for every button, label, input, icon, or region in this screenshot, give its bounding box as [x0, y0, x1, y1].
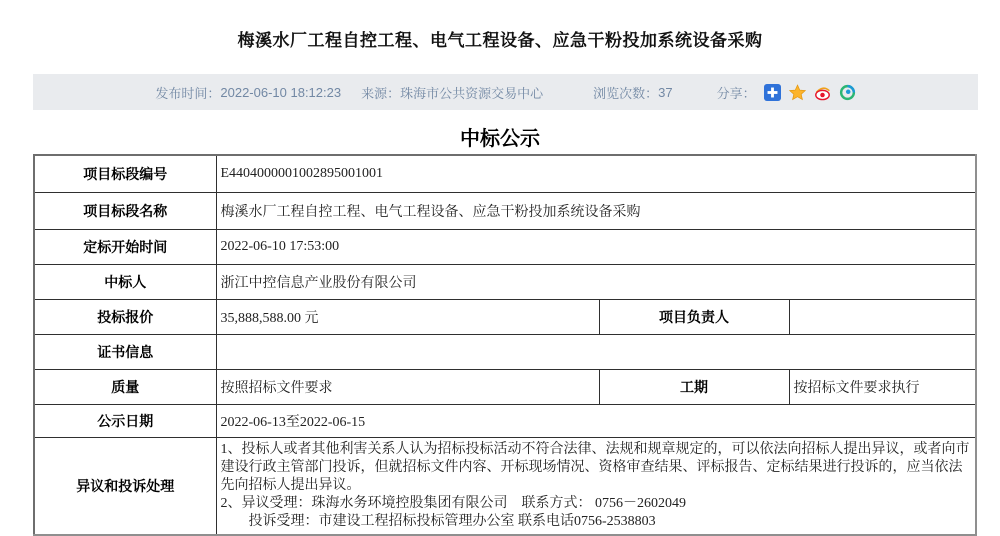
pengyou-icon[interactable] — [839, 84, 856, 101]
winner-value: 浙江中控信息产业股份有限公司 — [216, 264, 976, 299]
share-more-icon[interactable] — [764, 84, 781, 101]
project-name-label: 项目标段名称 — [34, 192, 216, 229]
table-row-appeal — [34, 437, 976, 535]
publish-time-value: 2022-06-10 18:12:23 — [220, 84, 342, 100]
views-label: 浏览次数： — [593, 85, 659, 101]
source-value: 珠海市公共资源交易中心 — [400, 85, 544, 101]
table-row-decide-time — [34, 229, 976, 264]
share-label: 分享： — [716, 85, 756, 101]
share-group — [717, 83, 856, 102]
section-title: 中标公示 — [460, 128, 540, 150]
quality-value: 按照招标文件要求 — [216, 369, 599, 404]
project-code-value: E4404000001002895001001 — [216, 155, 976, 192]
table-row-public-date — [34, 404, 976, 437]
table-row-winner — [34, 264, 976, 299]
table-row-project-name — [34, 192, 976, 229]
appeal-value — [216, 437, 976, 535]
views-value: 37 — [658, 84, 673, 100]
duration-label: 工期 — [599, 369, 789, 404]
appeal-line-1: 1、投标人或者其他利害关系人认为招标投标活动不符合法律、法规和规章规定的，可以依法向招标人提出异议，或者向市建设行政主管部门投诉，但就招标文件内容、开标现场情况、资格审查结果、评标报告、定标结果进行投诉的，应当依法先向招标人提出异议。 — [220, 441, 970, 493]
table-row-project-code — [34, 155, 976, 192]
table-row-bid-price — [34, 299, 976, 334]
publish-time-group — [155, 83, 341, 102]
page-title: 梅溪水厂工程自控工程、电气工程设备、应急干粉投加系统设备采购 — [237, 31, 763, 50]
quality-label: 质量 — [34, 369, 216, 404]
winner-label: 中标人 — [34, 264, 216, 299]
views-group — [593, 83, 672, 102]
decide-time-value: 2022-06-10 17:53:00 — [216, 229, 976, 264]
appeal-line-2: 2、异议受理：珠海水务环境控股集团有限公司 联系方式： 0756－2602049 — [220, 495, 686, 511]
certificate-label: 证书信息 — [34, 334, 216, 369]
table-row-quality — [34, 369, 976, 404]
public-date-value: 2022-06-13至2022-06-15 — [216, 404, 976, 437]
source-group — [361, 83, 543, 102]
decide-time-label: 定标开始时间 — [34, 229, 216, 264]
bid-price-label: 投标报价 — [34, 299, 216, 334]
duration-value: 按招标文件要求执行 — [789, 369, 976, 404]
share-icons — [764, 84, 856, 101]
appeal-line-3: 投诉受理：市建设工程招标投标管理办公室 联系电话0756-2538803 — [220, 513, 656, 529]
project-manager-label: 项目负责人 — [599, 299, 789, 334]
publish-time-label: 发布时间： — [155, 85, 221, 101]
bid-result-table — [33, 154, 977, 536]
certificate-value — [216, 334, 976, 369]
project-manager-value — [789, 299, 976, 334]
meta-bar — [33, 74, 978, 110]
project-name-value: 梅溪水厂工程自控工程、电气工程设备、应急干粉投加系统设备采购 — [216, 192, 976, 229]
public-date-label: 公示日期 — [34, 404, 216, 437]
appeal-label: 异议和投诉处理 — [34, 437, 216, 535]
bid-price-value: 35,888,588.00 元 — [216, 299, 599, 334]
project-code-label: 项目标段编号 — [34, 155, 216, 192]
weibo-icon[interactable] — [814, 84, 831, 101]
qzone-icon[interactable] — [789, 84, 806, 101]
table-row-certificate — [34, 334, 976, 369]
source-label: 来源： — [361, 85, 401, 101]
